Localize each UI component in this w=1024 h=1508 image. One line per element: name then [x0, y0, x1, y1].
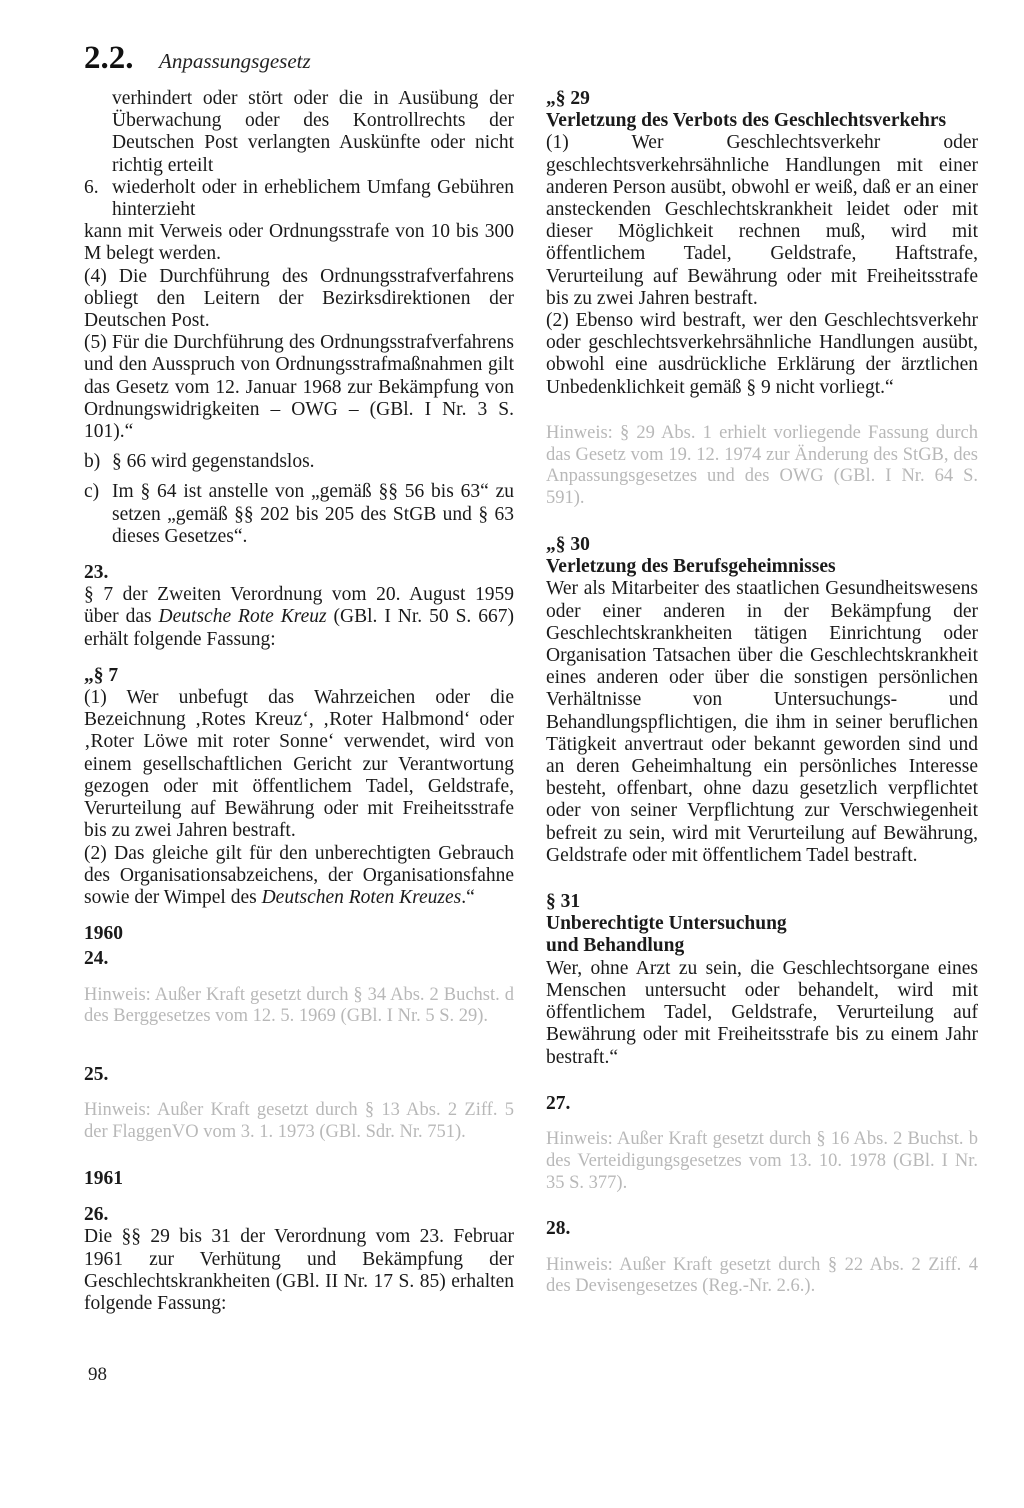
entry-number-28: 28. — [546, 1218, 571, 1240]
item-c — [84, 481, 514, 548]
paragraph-29-1: (1) Wer Geschlechtsverkehr oder geschlechtsverkehrsähnliche Handlungen mit einer anderen Person ausübt, obwohl er weiß, daß er an einer ansteckenden Geschlechtskrankheit leidet oder mit dieser Möglichkeit rechnen muß, wird mit öffentlichem Tadel, Geldstrafe, Haftstrafe, Verurteilung auf Bewährung oder mit Freiheitsstrafe bis zu zwei Jahren bestraft. — [546, 132, 978, 309]
note-28: Hinweis: Außer Kraft gesetzt durch § 22 Abs. 2 Ziff. 4 des Devisengesetzes (Reg.-Nr. 2.6.). — [546, 1254, 978, 1297]
paragraph-7-heading: „§ 7 — [84, 664, 119, 686]
entry-26-text: Die §§ 29 bis 31 der Verordnung vom 23. Februar 1961 zur Verhütung und Bekämpfung der Geschlechtskrankheiten (GBl. II Nr. 17 S. 85) erhalten folgende Fassung: — [84, 1226, 514, 1314]
paragraph-30-title: Verletzung des Berufsgeheimnisses — [546, 556, 836, 578]
item-letter: b) — [84, 451, 101, 473]
note-27: Hinweis: Außer Kraft gesetzt durch § 16 Abs. 2 Buchst. b des Verteidigungsgesetzes vom 13. 10. 1978 (GBl. I Nr. 35 S. 377). — [546, 1128, 978, 1193]
note-25: Hinweis: Außer Kraft gesetzt durch § 13 Abs. 2 Ziff. 5 der FlaggenVO vom 3. 1. 1973 (GBl. Sdr. Nr. 751). — [84, 1100, 514, 1143]
entry-number-26: 26. — [84, 1204, 109, 1226]
list-text: wiederholt oder in erheblichem Umfang Gebühren hinterzieht — [112, 176, 514, 221]
paragraph-30-text: Wer als Mitarbeiter des staatlichen Gesundheitswesens oder einer anderen in der Bekämpfung der Geschlechtskrankheiten tätigen Einrichtung oder Organisation Tatsachen über die Geschlechtskrankheit eines anderen oder über die sonstigen persönlichen Verhältnisse von Untersuchungs- und Behandlungspflichtigen, die ihm in seiner beruflichen Tätigkeit anvertraut oder bekannt geworden sind und an deren Geheimhaltung ein persönliches Interesse besteht, offenbart, ohne dazu gesetzlich verpflichtet oder von seiner Verpflichtung zur Verschwiegenheit befreit zu sein, wird mit Verurteilung auf Bewährung, Geldstrafe oder mit öffentlichem Tadel bestraft. — [546, 578, 978, 866]
note-29: Hinweis: § 29 Abs. 1 erhielt vorliegende Fassung durch das Gesetz vom 19. 12. 1974 zur Änderung des StGB, des Anpassungsgesetzes und des OWG (GBl. I Nr. 64 S. 591). — [546, 422, 978, 509]
right-column — [546, 88, 978, 1298]
entry-23-text: § 7 der Zweiten Verordnung vom 20. August 1959 über das Deutsche Rote Kreuz (GBl. I Nr. 50 S. 667) erhält folgende Fassung: — [84, 584, 514, 650]
paragraph-31-heading: § 31 — [546, 891, 581, 913]
note-24: Hinweis: Außer Kraft gesetzt durch § 34 Abs. 2 Buchst. d des Berggesetzes vom 12. 5. 1969 (GBl. I Nr. 5 S. 29). — [84, 984, 514, 1027]
entry-number-27: 27. — [546, 1092, 571, 1114]
item-b — [84, 451, 514, 473]
item-text: § 66 wird gegenstandslos. — [112, 451, 315, 473]
entry-number-23: 23. — [84, 562, 109, 584]
page-number: 98 — [88, 1364, 107, 1385]
paragraph-4: (4) Die Durchführung des Ordnungsstrafverfahrens obliegt den Leitern der Bezirksdirektionen der Deutschen Post. — [84, 265, 514, 332]
penalty-text: kann mit Verweis oder Ordnungsstrafe von 10 bis 300 M belegt werden. — [84, 221, 514, 265]
entry-number-25: 25. — [84, 1064, 109, 1086]
paragraph-29-title: Verletzung des Verbots des Geschlechtsverkehrs — [546, 110, 947, 132]
paragraph-29-2: (2) Ebenso wird bestraft, wer den Geschlechtsverkehr oder geschlechtsverkehrsähnliche Handlungen ausübt, obwohl eine ausdrückliche Erklärung der ärztlichen Unbedenklichkeit gemäß § 9 nicht vorliegt.“ — [546, 310, 978, 398]
paragraph-31-text: Wer, ohne Arzt zu sein, die Geschlechtsorgane eines Menschen untersucht oder behandelt, wird mit öffentlichem Tadel, Geldstrafe, Verurteilung auf Bewährung oder mit Freiheitsstrafe bis zu einem Jahr bestraft.“ — [546, 957, 978, 1068]
page-header — [84, 40, 504, 80]
paragraph-5: (5) Für die Durchführung des Ordnungsstrafverfahrens und den Ausspruch von Ordnungsstrafmaßnahmen gilt das Gesetz vom 12. Januar 1968 zur Bekämpfung von Ordnungswidrigkeiten – OWG – (GBl. I Nr. 3 S. 101).“ — [84, 332, 514, 443]
paragraph-7-2: (2) Das gleiche gilt für den unberechtigten Gebrauch des Organisationsabzeichens, der Organisationsfahne sowie der Wimpel des Deutschen Roten Kreuzes.“ — [84, 842, 514, 908]
paragraph-7-1: (1) Wer unbefugt das Wahrzeichen oder die Bezeichnung ‚Rotes Kreuz‘, ‚Roter Halbmond‘ oder ‚Roter Löwe mit roter Sonne‘ verwendet, wird von einem gesellschaftlichen Gericht zur Verantwortung gezogen oder mit öffentlichem Tadel, Geldstrafe, Verurteilung auf Bewährung oder mit Freiheitsstrafe bis zu zwei Jahren bestraft. — [84, 687, 514, 842]
left-column — [84, 88, 514, 1315]
year-heading-1961: 1961 — [84, 1167, 123, 1189]
paragraph-31-title: Unberechtigte Untersuchung und Behandlung — [546, 913, 787, 957]
list-number: 6. — [84, 176, 99, 198]
section-title: Anpassungsgesetz — [159, 49, 311, 73]
continuation-text: verhindert oder stört oder die in Ausübung der Überwachung oder des Kontrollrechts der Deutschen Post verlangten Auskünfte oder nicht richtig erteilt — [112, 88, 514, 176]
paragraph-30-heading: „§ 30 — [546, 534, 590, 556]
entry-number-24: 24. — [84, 948, 109, 970]
paragraph-29-heading: „§ 29 — [546, 88, 590, 109]
list-item-6 — [84, 177, 514, 221]
item-text: Im § 64 ist anstelle von „gemäß §§ 56 bis 63“ zu setzen „gemäß §§ 202 bis 205 des StGB und § 63 dieses Gesetzes“. — [112, 481, 514, 547]
year-heading-1960: 1960 — [84, 923, 123, 945]
item-letter: c) — [84, 481, 100, 503]
section-number: 2.2. — [84, 40, 134, 76]
